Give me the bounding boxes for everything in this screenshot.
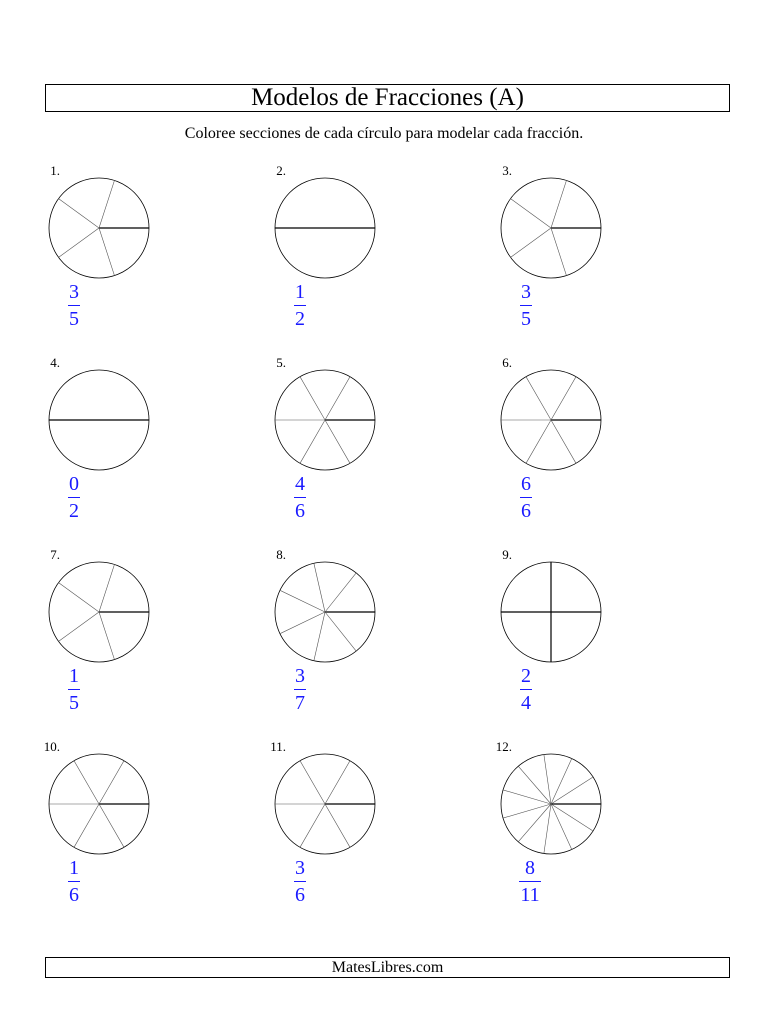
- fraction-circle[interactable]: [273, 752, 377, 856]
- fraction-bar: [68, 305, 80, 306]
- fraction-circle[interactable]: [499, 560, 603, 664]
- fraction-circle[interactable]: [273, 176, 377, 280]
- section-divider: [325, 420, 350, 463]
- fraction-label: [506, 281, 546, 330]
- section-divider: [325, 612, 356, 651]
- fraction-circle[interactable]: [47, 368, 151, 472]
- fraction-circle[interactable]: [273, 560, 377, 664]
- problem-number: 10.: [43, 739, 60, 754]
- fraction-circle[interactable]: [499, 176, 603, 280]
- fraction-numerator: 0: [69, 473, 79, 495]
- fraction-circle[interactable]: [47, 176, 151, 280]
- fraction-circle[interactable]: [499, 752, 603, 856]
- fraction-bar: [519, 881, 541, 882]
- section-divider: [59, 199, 99, 228]
- problem-3: [482, 163, 682, 343]
- section-divider: [300, 420, 325, 463]
- fraction-denominator: 4: [521, 692, 531, 714]
- fraction-label: [280, 857, 320, 906]
- fraction-bar: [294, 881, 306, 882]
- section-divider: [300, 804, 325, 847]
- fraction-numerator: 3: [69, 281, 79, 303]
- instructions: Coloree secciones de cada círculo para modelar cada fracción.: [184, 125, 584, 142]
- section-divider: [551, 420, 576, 463]
- fraction-label: [54, 473, 94, 522]
- section-divider: [526, 420, 551, 463]
- problem-number: 8.: [276, 547, 286, 562]
- section-divider: [300, 761, 325, 804]
- problem-number: 4.: [50, 355, 60, 370]
- fraction-denominator: 5: [69, 692, 79, 714]
- section-divider: [99, 612, 114, 660]
- fraction-denominator: 7: [295, 692, 305, 714]
- problem-12: [482, 739, 682, 919]
- section-divider: [511, 199, 551, 228]
- problem-number: 6.: [502, 355, 512, 370]
- fraction-numerator: 1: [295, 281, 305, 303]
- fraction-denominator: 11: [520, 884, 540, 906]
- problem-number: 1.: [50, 163, 60, 178]
- fraction-bar: [294, 497, 306, 498]
- fraction-numerator: 6: [521, 473, 531, 495]
- problem-9: [482, 547, 682, 727]
- fraction-numerator: 3: [295, 665, 305, 687]
- section-divider: [74, 804, 99, 847]
- section-divider: [280, 590, 325, 612]
- fraction-bar: [68, 881, 80, 882]
- fraction-numerator: 1: [69, 857, 79, 879]
- problem-11: [256, 739, 456, 919]
- section-divider: [526, 377, 551, 420]
- problem-number: 12.: [495, 739, 512, 754]
- footer: MatesLibres.com: [45, 957, 730, 978]
- problem-1: [30, 163, 230, 343]
- section-divider: [325, 804, 350, 847]
- fraction-bar: [520, 305, 532, 306]
- fraction-denominator: 2: [295, 308, 305, 330]
- fraction-bar: [520, 689, 532, 690]
- section-divider: [314, 612, 325, 661]
- section-divider: [74, 761, 99, 804]
- fraction-circle[interactable]: [499, 368, 603, 472]
- section-divider: [551, 377, 576, 420]
- fraction-label: [54, 665, 94, 714]
- fraction-numerator: 1: [69, 665, 79, 687]
- fraction-bar: [294, 305, 306, 306]
- problem-number: 11.: [270, 739, 286, 754]
- section-divider: [503, 790, 551, 804]
- fraction-label: [54, 857, 94, 906]
- section-divider: [99, 564, 114, 612]
- section-divider: [325, 761, 350, 804]
- section-divider: [59, 612, 99, 641]
- fraction-numerator: 8: [525, 857, 535, 879]
- section-divider: [551, 180, 566, 228]
- problem-number: 3.: [502, 163, 512, 178]
- fraction-label: [280, 473, 320, 522]
- problem-number: 7.: [50, 547, 60, 562]
- section-divider: [99, 761, 124, 804]
- fraction-circle[interactable]: [47, 560, 151, 664]
- fraction-numerator: 3: [521, 281, 531, 303]
- fraction-bar: [520, 497, 532, 498]
- section-divider: [325, 377, 350, 420]
- fraction-denominator: 6: [295, 500, 305, 522]
- fraction-denominator: 5: [521, 308, 531, 330]
- problem-5: [256, 355, 456, 535]
- problem-7: [30, 547, 230, 727]
- problem-8: [256, 547, 456, 727]
- fraction-numerator: 2: [521, 665, 531, 687]
- page-title: Modelos de Fracciones (A): [45, 84, 730, 112]
- section-divider: [99, 804, 124, 847]
- section-divider: [300, 377, 325, 420]
- problem-number: 2.: [276, 163, 286, 178]
- section-divider: [280, 612, 325, 634]
- section-divider: [551, 228, 566, 276]
- problem-10: [30, 739, 230, 919]
- section-divider: [99, 180, 114, 228]
- fraction-denominator: 6: [521, 500, 531, 522]
- fraction-denominator: 6: [295, 884, 305, 906]
- problem-number: 9.: [502, 547, 512, 562]
- fraction-numerator: 4: [295, 473, 305, 495]
- fraction-label: [54, 281, 94, 330]
- fraction-label: [506, 473, 546, 522]
- section-divider: [59, 583, 99, 612]
- fraction-denominator: 6: [69, 884, 79, 906]
- fraction-label: [510, 857, 550, 906]
- section-divider: [314, 563, 325, 612]
- fraction-label: [280, 281, 320, 330]
- problem-2: [256, 163, 456, 343]
- section-divider: [503, 804, 551, 818]
- problem-number: 5.: [276, 355, 286, 370]
- fraction-circle[interactable]: [273, 368, 377, 472]
- fraction-circle[interactable]: [47, 752, 151, 856]
- fraction-bar: [68, 689, 80, 690]
- fraction-label: [506, 665, 546, 714]
- section-divider: [511, 228, 551, 257]
- fraction-denominator: 5: [69, 308, 79, 330]
- fraction-numerator: 3: [295, 857, 305, 879]
- section-divider: [59, 228, 99, 257]
- problem-6: [482, 355, 682, 535]
- problem-4: [30, 355, 230, 535]
- fraction-denominator: 2: [69, 500, 79, 522]
- fraction-bar: [294, 689, 306, 690]
- fraction-label: [280, 665, 320, 714]
- section-divider: [325, 573, 356, 612]
- fraction-bar: [68, 497, 80, 498]
- section-divider: [99, 228, 114, 276]
